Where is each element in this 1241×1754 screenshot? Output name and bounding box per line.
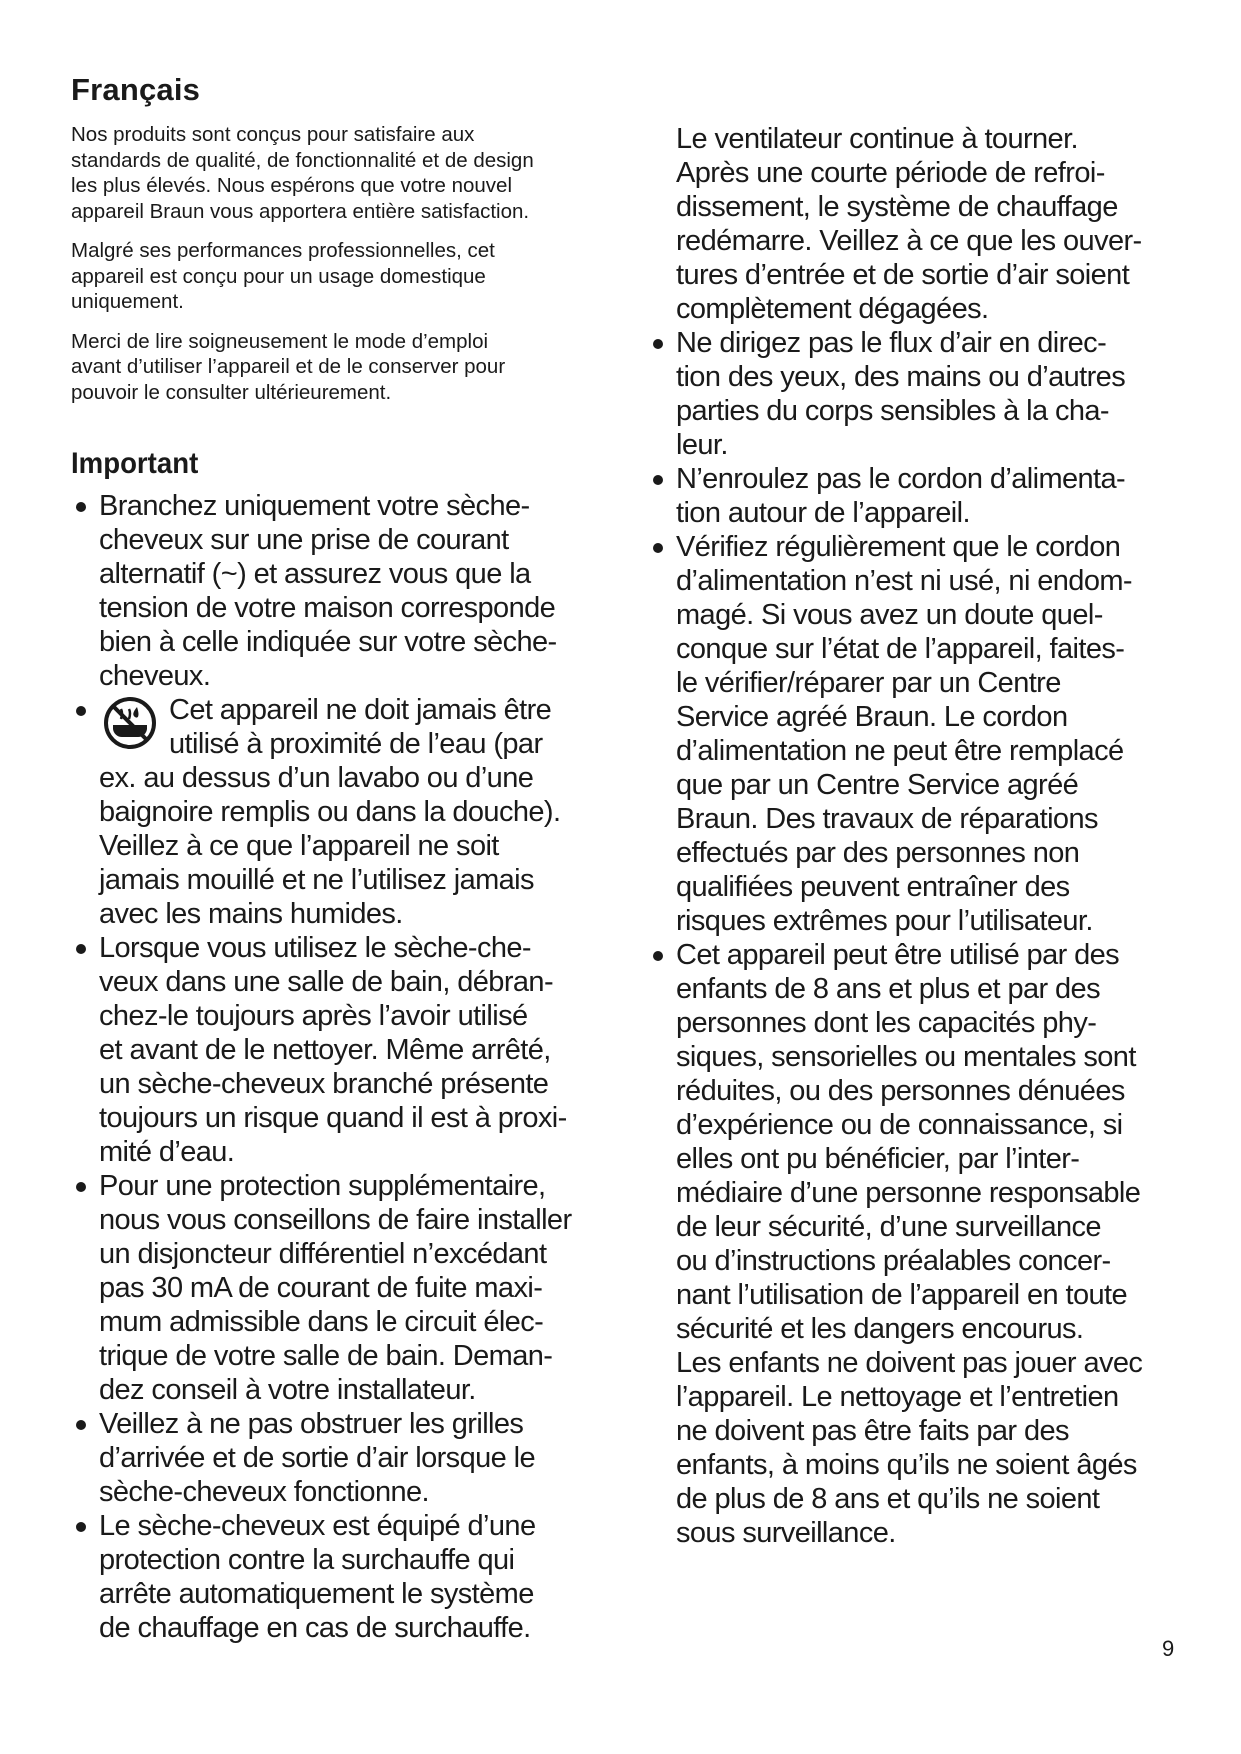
text-line: siques, sensorielles ou mentales sont	[676, 1041, 1136, 1073]
text-line: ou d’instructions préalables concer-	[676, 1245, 1111, 1277]
text-line: redémarre. Veillez à ce que les ouver-	[676, 225, 1142, 257]
text-line: mité d’eau.	[99, 1136, 235, 1168]
text-line: de chauffage en cas de surchauffe.	[99, 1612, 531, 1644]
text-line: nant l’utilisation de l’appareil en toute	[676, 1279, 1127, 1311]
list-item	[71, 1509, 611, 1645]
text-line: elles ont pu bénéficier, par l’inter-	[676, 1143, 1080, 1175]
list-item	[71, 1407, 611, 1509]
text-line: que par un Centre Service agréé	[676, 769, 1079, 801]
text-line: dez conseil à votre installateur.	[99, 1374, 476, 1406]
text-line: ne doivent pas être faits par des	[676, 1415, 1069, 1447]
text-line: enfants, à moins qu’ils ne soient âgés	[676, 1449, 1137, 1481]
text-line: conque sur l’état de l’appareil, faites-	[676, 633, 1125, 665]
left-column	[71, 72, 611, 1645]
list-item	[648, 530, 1188, 938]
text-line: appareil Braun vous apportera entière satisfaction.	[71, 199, 530, 223]
text-line: tion des yeux, des mains ou d’autres	[676, 361, 1126, 393]
right-column	[648, 122, 1188, 1550]
list-item	[648, 938, 1188, 1550]
text-line: effectués par des personnes non	[676, 837, 1080, 869]
text-line: Malgré ses performances professionnelles, cet	[71, 239, 495, 262]
text-line: magé. Si vous avez un doute quel-	[676, 599, 1103, 631]
no-water-bathtub-icon	[99, 695, 161, 751]
text-line: chez-le toujours après l’avoir utilisé	[99, 1000, 528, 1032]
important-list-right	[648, 326, 1188, 1550]
intro	[71, 122, 611, 405]
text-line: uniquement.	[71, 290, 184, 313]
text-line: le vérifier/réparer par un Centre	[676, 667, 1061, 699]
text-line: l’appareil. Le nettoyage et l’entretien	[676, 1381, 1119, 1413]
text-line: Le sèche-cheveux est équipé d’une	[99, 1510, 536, 1542]
text-line: avec les mains humides.	[99, 898, 403, 930]
text-line: Merci de lire soigneusement le mode d’emploi	[71, 329, 489, 353]
text-line: Veillez à ce que l’appareil ne soit	[99, 830, 499, 862]
text-line: un sèche-cheveux branché présente	[99, 1068, 549, 1100]
text-line: risques extrêmes pour l’utilisateur.	[676, 905, 1093, 937]
text-line: veux dans une salle de bain, débran-	[99, 966, 554, 998]
text-line: Service agréé Braun. Le cordon	[676, 701, 1068, 733]
text-line: leur.	[676, 429, 728, 461]
text-line: cheveux sur une prise de courant	[99, 524, 509, 556]
text-line: Cet appareil ne doit jamais être	[169, 694, 552, 726]
text-line: de leur sécurité, d’une surveillance	[676, 1211, 1101, 1243]
text-line: Pour une protection supplémentaire,	[99, 1170, 546, 1202]
text-line: jamais mouillé et ne l’utilisez jamais	[99, 864, 534, 896]
text-line: d’alimentation n’est ni usé, ni endom-	[676, 565, 1132, 597]
text-line: d’alimentation ne peut être remplacé	[676, 735, 1124, 767]
text-line: alternatif (~) et assurez vous que la	[99, 558, 531, 590]
text-line: de plus de 8 ans et qu’ils ne soient	[676, 1483, 1100, 1515]
page-number: 9	[1162, 1636, 1175, 1661]
text-line: tures d’entrée et de sortie d’air soient	[676, 259, 1130, 291]
text-line: enfants de 8 ans et plus et par des	[676, 973, 1100, 1005]
text-line: Braun. Des travaux de réparations	[676, 803, 1098, 835]
text-line: mum admissible dans le circuit élec-	[99, 1306, 544, 1338]
text-line: pas 30 mA de courant de fuite maxi-	[99, 1272, 543, 1304]
text-line: pouvoir le consulter ultérieurement.	[71, 380, 392, 404]
text-line: utilisé à proximité de l’eau (par	[169, 728, 543, 760]
text-line: complètement dégagées.	[676, 293, 989, 325]
list-item	[71, 693, 611, 931]
important-list-left	[71, 489, 611, 1645]
text-line: réduites, ou des personnes dénuées	[676, 1075, 1125, 1107]
text-line: baignoire remplis ou dans la douche).	[99, 796, 561, 828]
intro-paragraph	[71, 238, 611, 315]
text-line: Les enfants ne doivent pas jouer avec	[676, 1347, 1143, 1379]
text-line: Lorsque vous utilisez le sèche-che-	[99, 932, 531, 964]
important-heading: Important	[71, 447, 199, 480]
text-line: Branchez uniquement votre sèche-	[99, 490, 530, 522]
continued-paragraph	[648, 122, 1188, 326]
list-item	[71, 931, 611, 1169]
text-line: appareil est conçu pour un usage domestique	[71, 264, 486, 288]
list-item	[71, 1169, 611, 1407]
text-line: ex. au dessus d’un lavabo ou d’une	[99, 762, 534, 794]
text-line: toujours un risque quand il est à proxi-	[99, 1102, 567, 1134]
text-line: tension de votre maison corresponde	[99, 592, 556, 624]
text-line: Veillez à ne pas obstruer les grilles	[99, 1408, 524, 1440]
text-line: les plus élevés. Nous espérons que votre nouvel	[71, 174, 513, 197]
text-line: Nos produits sont conçus pour satisfaire aux	[71, 123, 475, 146]
intro-paragraph	[71, 122, 611, 224]
list-item	[648, 326, 1188, 462]
text-line: Après une courte période de refroi-	[676, 157, 1105, 189]
list-item	[71, 489, 611, 693]
section-title: Français	[71, 72, 201, 107]
text-line: d’arrivée et de sortie d’air lorsque le	[99, 1442, 535, 1474]
text-line: et avant de le nettoyer. Même arrêté,	[99, 1034, 551, 1066]
text-line: Ne dirigez pas le flux d’air en direc-	[676, 327, 1107, 359]
text-line: Cet appareil peut être utilisé par des	[676, 939, 1120, 971]
text-line: dissement, le système de chauffage	[676, 191, 1118, 223]
text-line: N’enroulez pas le cordon d’alimenta-	[676, 463, 1126, 495]
text-line: personnes dont les capacités phy-	[676, 1007, 1097, 1039]
text-line: tion autour de l’appareil.	[676, 497, 970, 529]
text-line: avant d’utiliser l’appareil et de le conserver pour	[71, 355, 506, 378]
text-line: arrête automatiquement le système	[99, 1578, 534, 1610]
text-line: sécurité et les dangers encourus.	[676, 1313, 1084, 1345]
list-item	[648, 462, 1188, 530]
text-line: Le ventilateur continue à tourner.	[676, 123, 1078, 155]
text-line: médiaire d’une personne responsable	[676, 1177, 1141, 1209]
text-line: standards de qualité, de fonctionnalité et de design	[71, 148, 534, 172]
text-line: qualifiées peuvent entraîner des	[676, 871, 1070, 903]
text-line: d’expérience ou de connaissance, si	[676, 1109, 1123, 1141]
text-line: parties du corps sensibles à la cha-	[676, 395, 1109, 427]
text-line: protection contre la surchauffe qui	[99, 1544, 515, 1576]
text-line: sous surveillance.	[676, 1517, 896, 1549]
intro-paragraph	[71, 329, 611, 406]
text-line: nous vous conseillons de faire installer	[99, 1204, 572, 1236]
text-line: cheveux.	[99, 660, 211, 692]
text-line: Vérifiez régulièrement que le cordon	[676, 531, 1121, 563]
text-line: un disjoncteur différentiel n’excédant	[99, 1238, 547, 1270]
text-line: trique de votre salle de bain. Deman-	[99, 1340, 553, 1372]
text-line: bien à celle indiquée sur votre sèche-	[99, 626, 557, 658]
text-line: sèche-cheveux fonctionne.	[99, 1476, 429, 1508]
